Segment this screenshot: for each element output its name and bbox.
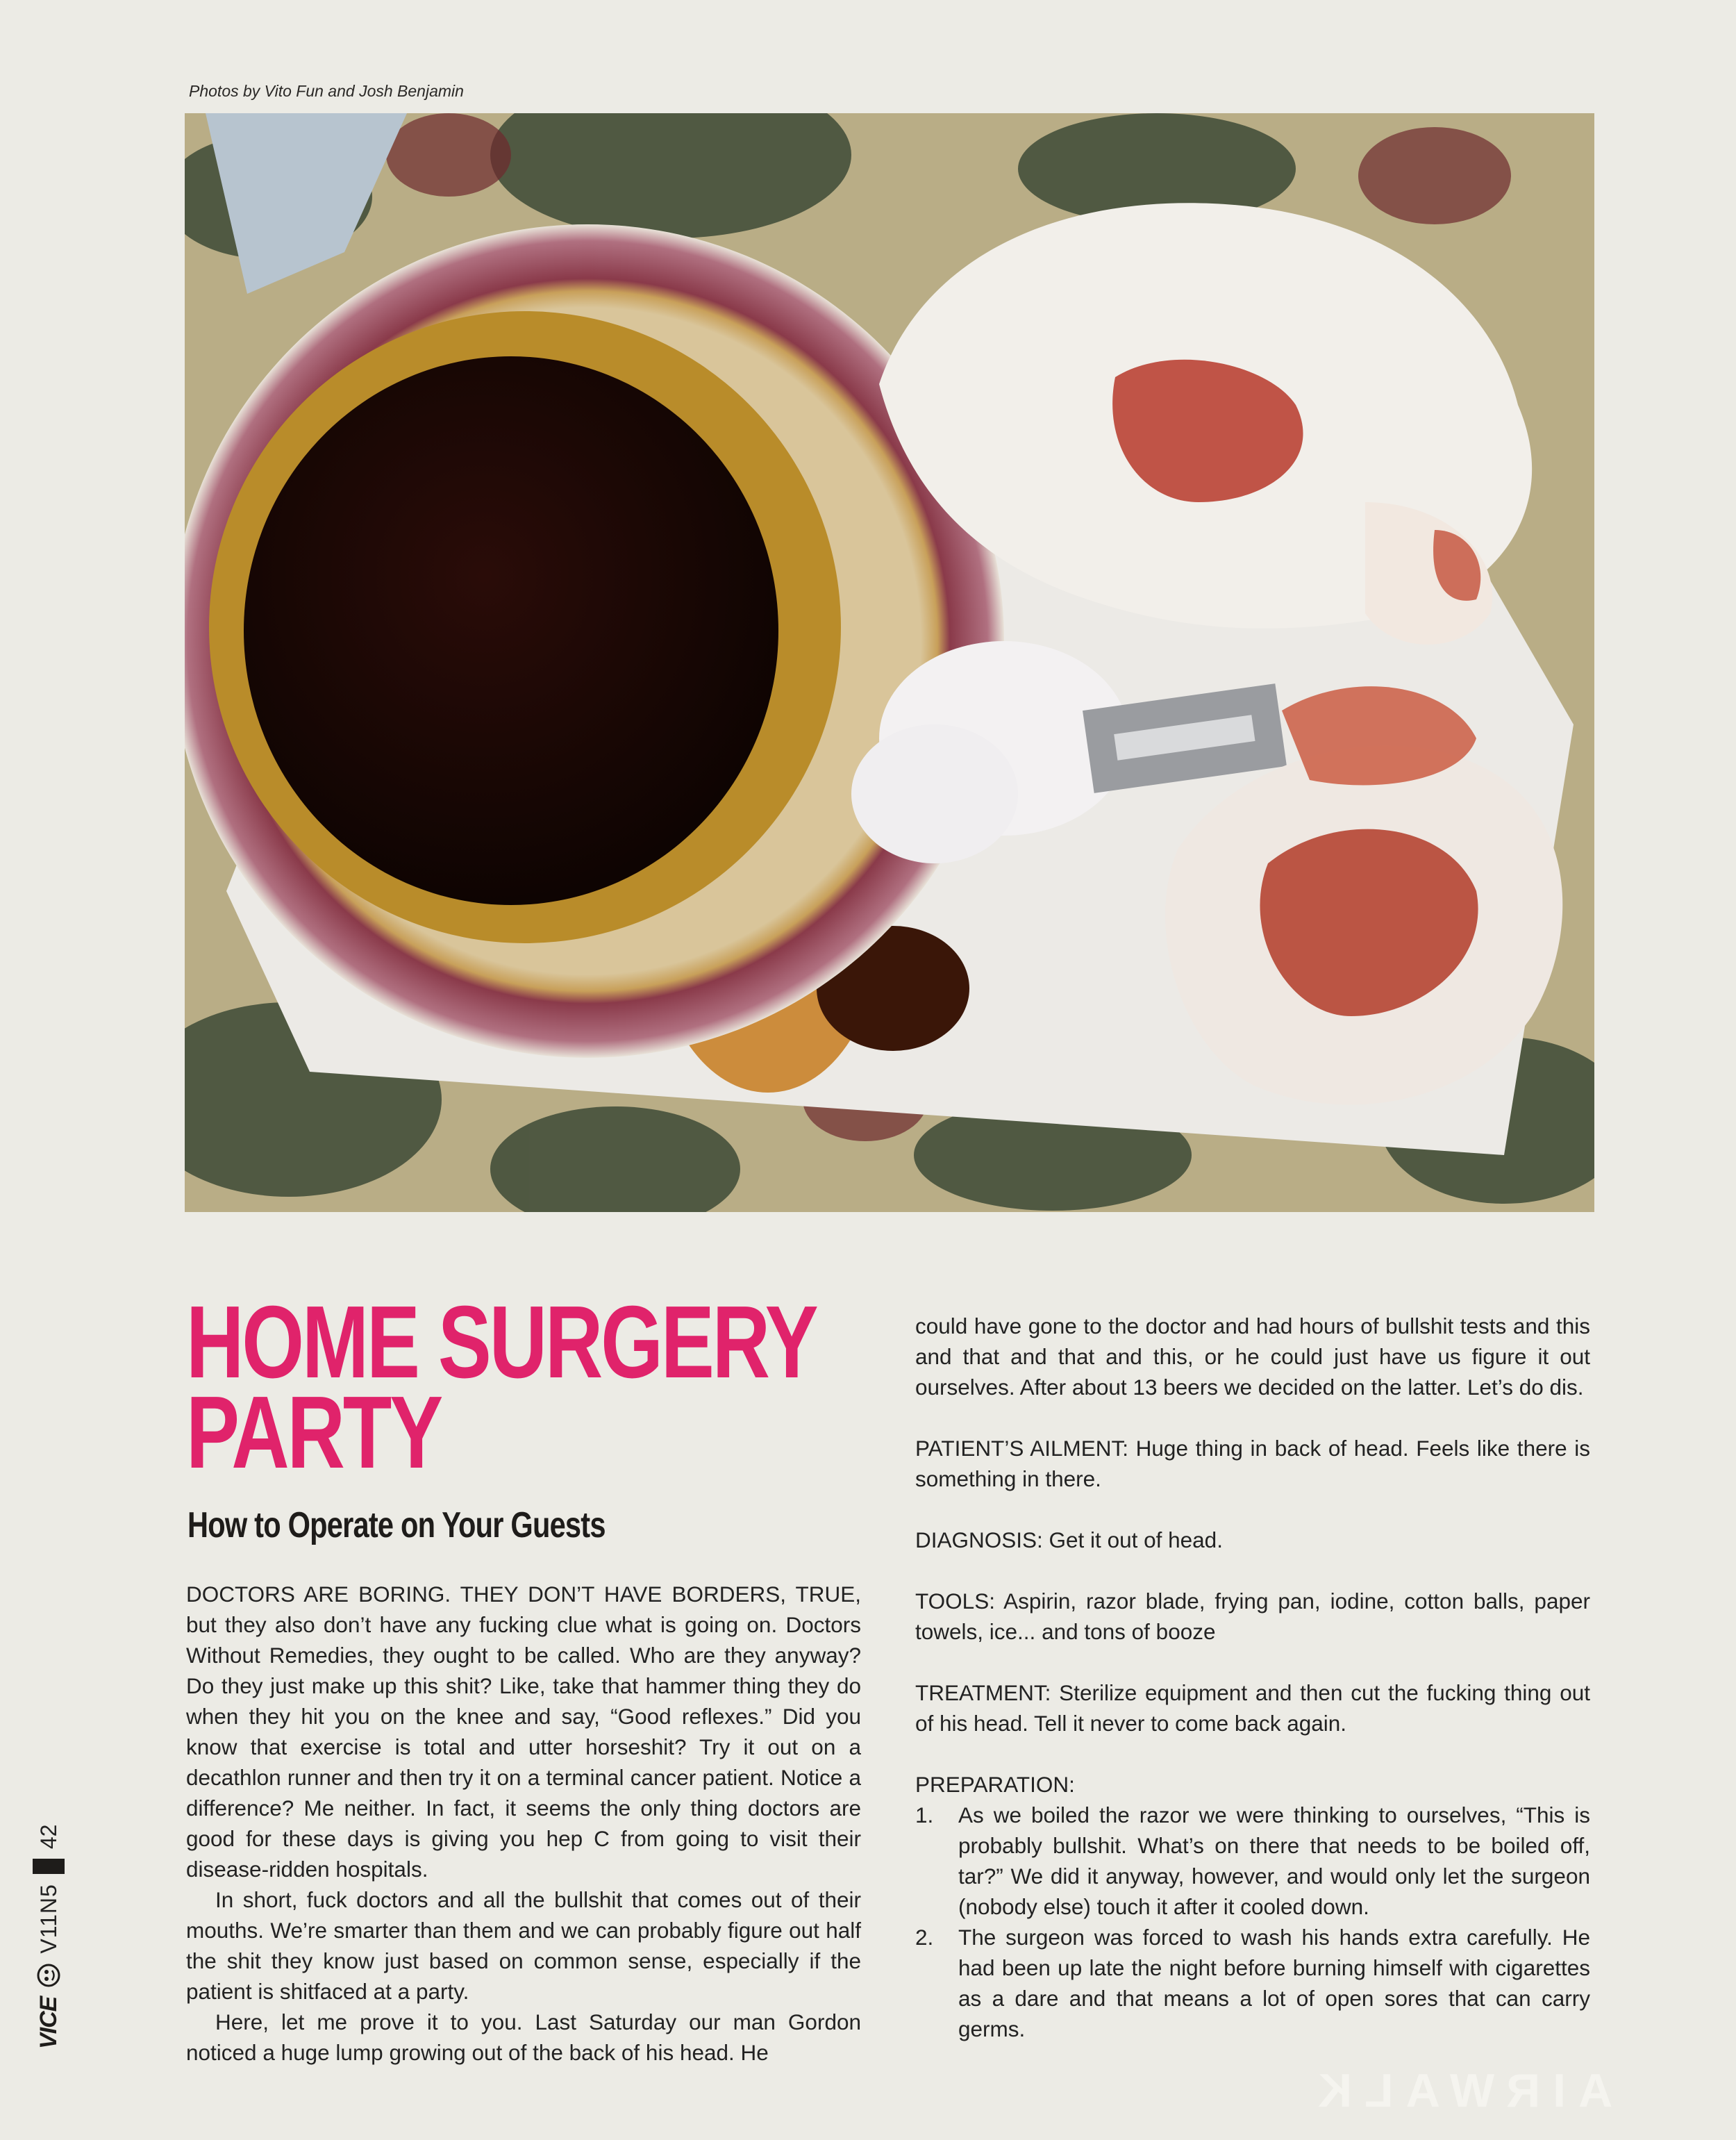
body-paragraph: In short, fuck doctors and all the bullshit that comes out of their mouths. We’re smarter than them and we can probably figure out half the shit they know just based on common sense, especially if the patient is shitfaced at a party.	[186, 1887, 861, 2004]
step-text: As we boiled the razor we were thinking to ourselves, “This is probably bullshit. What’s on there that needs to be boiled off, tar?” We did it anyway, however, and would only let the surgeon (nobody else) touch it after it cooled down.	[958, 1802, 1590, 1919]
list-item	[915, 1922, 1590, 2044]
photo-credit: Photos by Vito Fun and Josh Benjamin	[189, 82, 464, 100]
article-subhead: How to Operate on Your Guests	[187, 1505, 606, 1545]
headline-line-2: PARTY	[186, 1375, 442, 1490]
surgery-photo	[185, 113, 1594, 1212]
issue-number: V11N5	[35, 1884, 61, 1954]
body-paragraph: could have gone to the doctor and had hours of bullshit tests and this and that and that and this, or he could just have us figure it out ourselves. After about 13 beers we decided on the latter. Let’s do dis.	[915, 1313, 1590, 1400]
treatment: TREATMENT: Sterilize equipment and then cut the fucking thing out of his head. Tell it never to come back again.	[915, 1680, 1590, 1736]
vice-logo: VICE	[35, 1996, 62, 2049]
column-left	[186, 1579, 861, 2068]
step-number: 1.	[915, 1802, 934, 1827]
preparation-heading: PREPARATION:	[915, 1772, 1075, 1797]
tools: TOOLS: Aspirin, razor blade, frying pan, iodine, cotton balls, paper towels, ice... and tons of booze	[915, 1589, 1590, 1644]
body-paragraph: Here, let me prove it to you. Last Saturday our man Gordon noticed a huge lump growing out of the back of his head. He	[186, 2009, 861, 2065]
article-headline	[186, 1285, 817, 1490]
page-number: 42	[35, 1824, 61, 1850]
face-icon	[37, 1964, 60, 1987]
preparation-steps	[915, 1800, 1590, 2044]
column-right	[915, 1311, 1590, 2044]
step-text: The surgeon was forced to wash his hands extra carefully. He had been up late the night before burning himself with cigarettes as a dare and that means a lot of open sores that can carry germs.	[958, 1925, 1590, 2041]
show-through-watermark: AIRWALK	[1305, 2064, 1613, 2117]
diagnosis: DIAGNOSIS: Get it out of head.	[915, 1527, 1223, 1552]
list-item	[915, 1800, 1590, 1922]
step-number: 2.	[915, 1925, 934, 1950]
headline-line-1: HOME SURGERY	[186, 1285, 817, 1400]
page-folio	[28, 1750, 69, 2049]
patient-ailment: PATIENT’S AILMENT: Huge thing in back of head. Feels like there is something in there.	[915, 1436, 1590, 1491]
body-paragraph: DOCTORS ARE BORING. THEY DON’T HAVE BORDERS, TRUE, but they also don’t have any fucking clue what is going on. Doctors Without Remedies, they ought to be called. Who are they anyway? Do they just make up this shit? Like, take that hammer thing they do when they hit you on the knee and say, “Good reflexes.” Did you know that exercise is total and utter horseshit? Try it out on a decathlon runner and then try it on a terminal cancer patient. Notice a difference? Me neither. In fact, it seems the only thing doctors are good for these days is giving you hep C from going to visit their disease-ridden hospitals.	[186, 1582, 861, 1882]
folio-bar	[33, 1859, 65, 1874]
